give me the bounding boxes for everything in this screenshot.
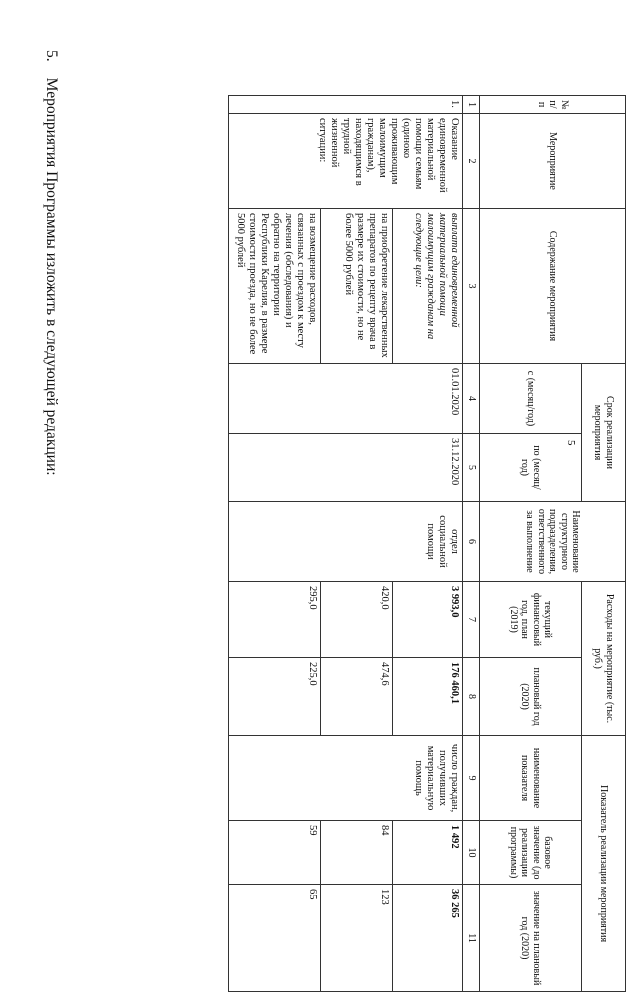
row-indicator-base: 84 [321,821,393,885]
row-expenses-current: 295,0 [229,582,321,658]
header-row-1 [582,96,626,992]
section-heading [42,50,60,476]
column-number: 3 [463,209,480,364]
header-indicator: Показатель реализации мероприятия [582,736,626,992]
row-expenses-current: 3 993,0 [393,582,463,658]
header-expenses-current: текущий финансовый год, план (2019) [480,582,582,658]
row-indicator-base: 1 492 [393,821,463,885]
row-date-from: 01.01.2020 [229,364,463,434]
header-indicator-name: наименование показателя [480,736,582,821]
header-indicator-target: значение на плановый год (2020) [480,885,582,992]
header-period-from: с (месяц/год) [480,364,582,434]
row-indicator-target: 36 265 [393,885,463,992]
row-expenses-planned: 474,6 [321,658,393,736]
row-department: отдел социальной помощи [229,502,463,582]
column-number: 9 [463,736,480,821]
row-expenses-planned: 176 460,1 [393,658,463,736]
header-expenses-planned: плановый год (2020) [480,658,582,736]
row-indicator-target: 65 [229,885,321,992]
header-period-to: по (месяц/год) [480,434,582,502]
header-indicator-base: базовое значение (до реализации программы) [480,821,582,885]
row-event: Оказание единовременной материальной помощи семьям (одиноко проживающим малоимущим гражданам), находящимся в трудной жизненной ситуации: [229,114,463,209]
header-department: Наименование структурного подразделения, ответственного за выполнение [480,502,626,582]
page-number: 5 [565,440,577,446]
table-row [393,96,463,992]
column-number: 8 [463,658,480,736]
row-indicator-base: 59 [229,821,321,885]
section-title: Мероприятия Программы изложить в следующей редакции: [43,77,60,476]
header-period: Срок реализации мероприятия [582,364,626,502]
row-content: на приобретение лекарственных препаратов по рецепту врача в размере их стоимости, но не более 5000 рублей [321,209,393,364]
row-content: на возмещение расходов, связанных с проездом к месту лечения (обследования) и обратно на территории Республики Карелия, в размере стоимости проезда, но не более 5000 рублей [229,209,321,364]
column-number: 7 [463,582,480,658]
header-expenses: Расходы на мероприятие (тыс. руб.) [582,582,626,736]
column-number: 5 [463,434,480,502]
column-number: 2 [463,114,480,209]
row-indicator-target: 123 [321,885,393,992]
column-number: 10 [463,821,480,885]
row-date-to: 31.12.2020 [229,434,463,502]
column-numbers-row [463,96,480,992]
header-event: Мероприятие [480,114,626,209]
row-number: 1. [229,96,463,114]
section-number: 5. [43,50,60,62]
column-number: 4 [463,364,480,434]
column-number: 11 [463,885,480,992]
column-number: 1 [463,96,480,114]
column-number: 6 [463,502,480,582]
row-expenses-planned: 225,0 [229,658,321,736]
events-table [229,95,627,992]
row-content: выплата единовременной материальной помощи малоимущим гражданам на следующие цели: [393,209,463,364]
header-col-number: № п/ п [480,96,626,114]
header-content: Содержание мероприятия [480,209,626,364]
row-indicator-name: число граждан, получивших материальную помощь [229,736,463,821]
row-expenses-current: 420,0 [321,582,393,658]
